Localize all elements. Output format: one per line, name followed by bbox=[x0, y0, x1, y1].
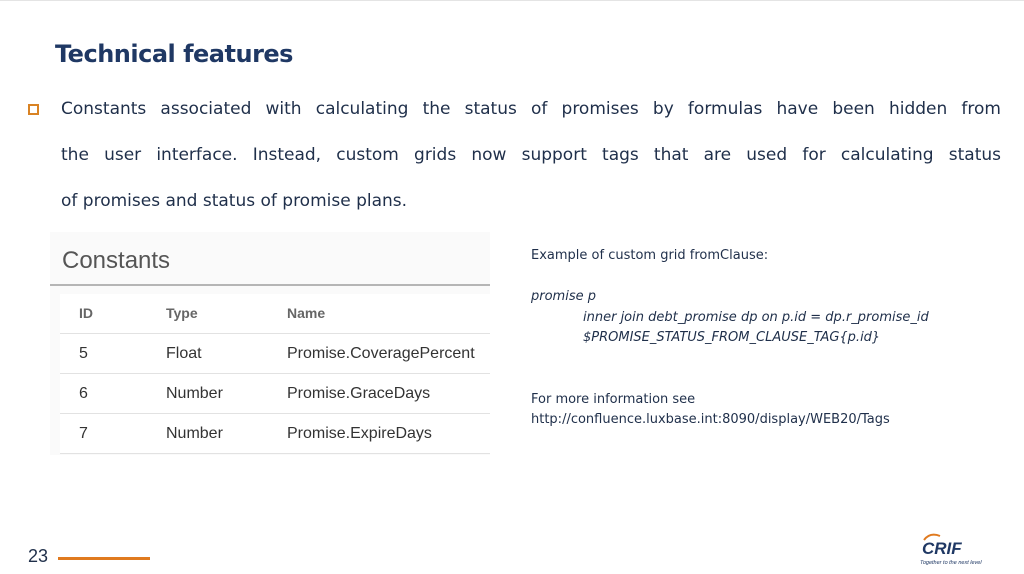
constants-table bbox=[60, 294, 490, 454]
bullet-text-line: of promises and status of promise plans. bbox=[61, 191, 408, 211]
cell-id: 7 bbox=[79, 425, 88, 442]
cell-id: 5 bbox=[79, 345, 88, 362]
slide-title: Technical features bbox=[55, 40, 293, 68]
bullet-text-line: the user interface. Instead, custom grids now support tags that are used for calculating status bbox=[61, 145, 1001, 165]
constants-title: Constants bbox=[62, 247, 171, 274]
spacer bbox=[531, 267, 1001, 288]
crif-logo bbox=[916, 530, 996, 568]
spacer bbox=[531, 349, 1001, 390]
code-line: $PROMISE_STATUS_FROM_CLAUSE_TAG{p.id} bbox=[583, 330, 881, 345]
notes-block bbox=[531, 246, 1001, 431]
table-row bbox=[60, 334, 490, 374]
checkbox-bullet-icon bbox=[28, 104, 39, 115]
top-divider bbox=[0, 0, 1024, 1]
code-line: promise p bbox=[531, 289, 596, 304]
page-number: 23 bbox=[28, 546, 49, 566]
column-header-name: Name bbox=[287, 305, 326, 321]
column-header-type: Type bbox=[166, 305, 198, 321]
table-header-row bbox=[60, 294, 490, 334]
column-header-id: ID bbox=[79, 305, 93, 321]
more-info-text: For more information see bbox=[531, 391, 696, 407]
cell-name: Promise.ExpireDays bbox=[287, 425, 432, 442]
constants-divider bbox=[50, 284, 490, 286]
bullet-text-line: Constants associated with calculating the status of promises by formulas have been hidden from bbox=[61, 99, 1001, 119]
page-accent-bar bbox=[58, 557, 150, 560]
table-row bbox=[60, 414, 490, 454]
svg-text:CRIF: CRIF bbox=[922, 539, 962, 558]
cell-type: Float bbox=[166, 345, 202, 362]
cell-name: Promise.GraceDays bbox=[287, 385, 431, 402]
constants-screenshot bbox=[50, 232, 490, 455]
example-heading: Example of custom grid fromClause: bbox=[531, 248, 769, 263]
cell-type: Number bbox=[166, 425, 223, 442]
cell-name: Promise.CoveragePercent bbox=[287, 345, 475, 362]
code-line: inner join debt_promise dp on p.id = dp.r_promise_id bbox=[583, 309, 929, 325]
svg-text:Together to the next level: Together to the next level bbox=[920, 560, 982, 566]
info-link[interactable]: http://confluence.luxbase.int:8090/display/WEB20/Tags bbox=[531, 412, 890, 427]
cell-type: Number bbox=[166, 385, 223, 402]
table-row bbox=[60, 374, 490, 414]
cell-id: 6 bbox=[79, 385, 88, 402]
